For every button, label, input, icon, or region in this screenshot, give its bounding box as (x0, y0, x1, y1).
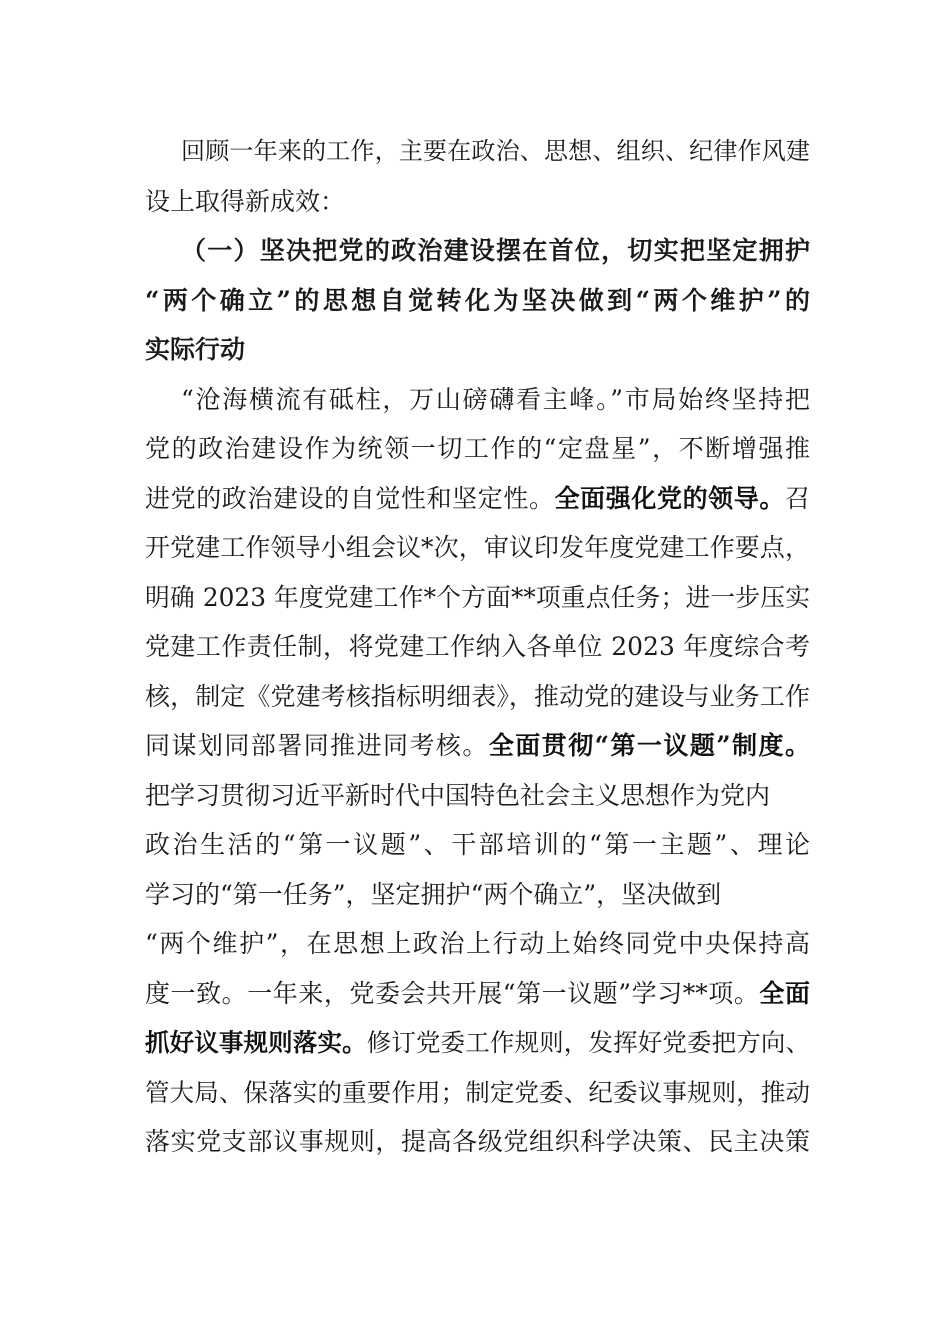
body-text: 召 (784, 483, 810, 513)
body-line-8 (145, 721, 810, 771)
intro-line-2: 设上取得新成效： (145, 186, 346, 216)
body-line-5: 明确 2023 年度党建工作*个方面**项重点任务；进一步压实 (145, 582, 810, 612)
body-line-3 (145, 474, 810, 524)
body-text: 度一致。一年来，党委会共开展“第一议题”学习**项。 (145, 978, 760, 1008)
body-line-12: “两个维护”，在思想上政治上行动上始终同党中央保持高 (145, 929, 810, 958)
body-line-1: “沧海横流有砥柱，万山磅礴看主峰。”市局始终坚持把 (181, 384, 810, 414)
body-line-10: 政治生活的“第一议题”、干部培训的“第一主题”、理论 (145, 830, 810, 859)
body-line-4: 开党建工作领导小组会议*次，审议印发年度党建工作要点， (145, 533, 810, 562)
body-line-16: 落实党支部议事规则，提高各级党组织科学决策、民主决策 (145, 1127, 810, 1156)
heading-line-1: （一）坚决把党的政治建设摆在首位，切实把坚定拥护 (181, 236, 810, 265)
body-line-15: 管大局、保落实的重要作用；制定党委、纪委议事规则，推动 (145, 1077, 810, 1107)
body-line-6: 党建工作责任制，将党建工作纳入各单位 2023 年度综合考 (145, 632, 810, 661)
body-line-11: 学习的“第一任务”，坚定拥护“两个确立”，坚决做到 (145, 879, 722, 909)
body-text: 修订党委工作规则，发挥好党委把方向、 (366, 1028, 811, 1057)
intro-line-1: 回顾一年来的工作，主要在政治、思想、组织、纪律作风建 (181, 137, 810, 165)
body-text: 进党的政治建设的自觉性和坚定性。 (145, 483, 555, 513)
heading-line-3: 实际行动 (145, 335, 246, 364)
heading-line-2: “两个确立”的思想自觉转化为坚决做到“两个维护”的 (145, 285, 810, 315)
body-line-2: 党的政治建设作为统领一切工作的“定盘星”，不断增强推 (145, 434, 810, 463)
body-paragraph (145, 375, 810, 1167)
body-line-13 (145, 969, 810, 1019)
body-text: 同谋划同部署同推进同考核。 (145, 731, 489, 760)
bold-lead-in: 抓好议事规则落实。 (145, 1028, 367, 1057)
bold-lead-in: 全面贯彻“第一议题”制度。 (488, 731, 810, 760)
body-line-14 (145, 1018, 810, 1068)
bold-lead-in: 全面强化党的领导。 (554, 483, 785, 513)
bold-lead-in: 全面 (759, 978, 810, 1008)
document-body (145, 127, 810, 1167)
section-heading (145, 226, 810, 375)
body-line-7: 核，制定《党建考核指标明细表》，推动党的建设与业务工作 (145, 681, 810, 711)
body-line-9: 把学习贯彻习近平新时代中国特色社会主义思想作为党内 (145, 780, 771, 810)
